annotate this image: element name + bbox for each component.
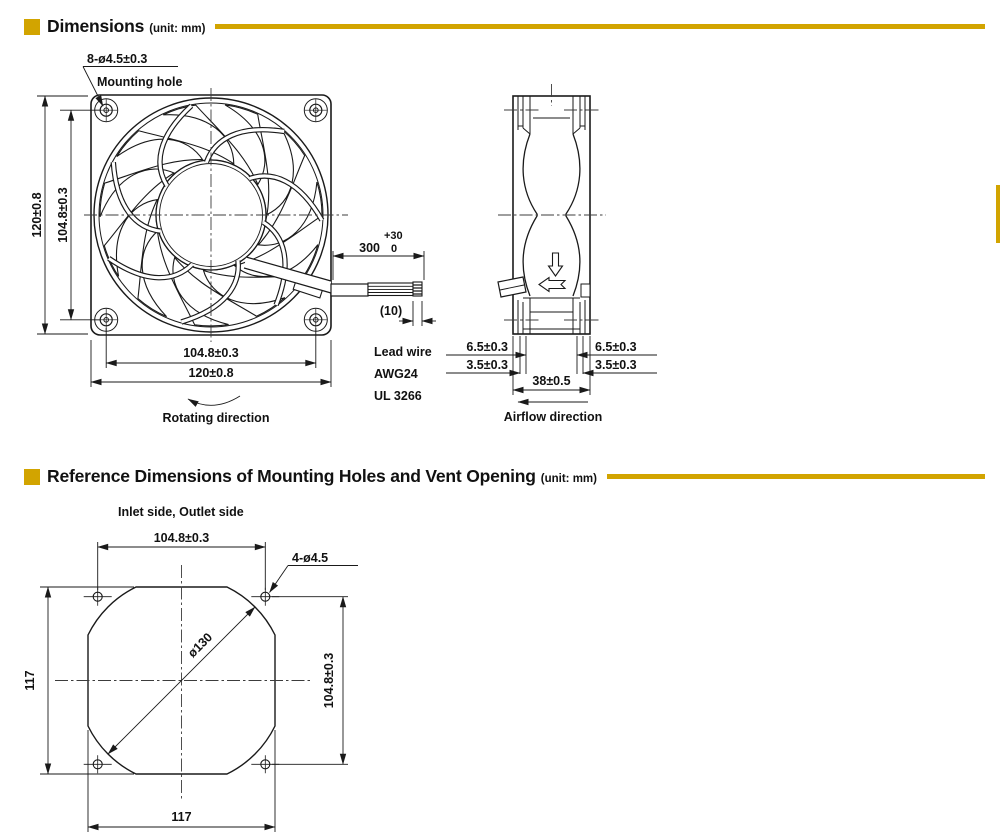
dim-flange-right-2: 3.5±0.3: [595, 358, 637, 372]
lead-wire-note-3: UL 3266: [374, 389, 422, 403]
dim-hole-callout: 8-ø4.5±0.3: [87, 52, 148, 66]
section-unit-label: (unit: mm): [540, 472, 597, 485]
lead-wire-external: [331, 282, 422, 296]
dim-width-outer: 120±0.8: [188, 366, 234, 380]
housing-tab: [581, 284, 590, 297]
dim-height-holes: 104.8±0.3: [56, 187, 70, 243]
rotating-direction-label: Rotating direction: [162, 411, 270, 425]
lead-wire-note-2: AWG24: [374, 367, 418, 381]
dim-depth: 38±0.5: [532, 374, 571, 388]
dim-wire-tol-lower: 0: [390, 243, 398, 255]
vent-opening-view: [23, 505, 358, 832]
fan-side-view: [498, 84, 606, 334]
dim-flange-left-1: 6.5±0.3: [466, 340, 508, 354]
sides-label: Inlet side, Outlet side: [118, 505, 244, 519]
lead-wire-dimensions: [333, 230, 436, 403]
dim-vent-height: 117: [23, 670, 37, 691]
dim-vent-hole-callout: 4-ø4.5: [292, 551, 329, 565]
dim-hole-pitch-right: 104.8±0.3: [322, 652, 336, 709]
dim-width-holes: 104.8±0.3: [183, 346, 239, 360]
dim-hole-pitch-top: 104.8±0.3: [153, 531, 210, 545]
section-unit-label: (unit: mm): [149, 22, 206, 35]
lead-wire-note-1: Lead wire: [374, 345, 432, 359]
airflow-direction-label: Airflow direction: [503, 410, 603, 424]
dim-flange-right-1: 6.5±0.3: [595, 340, 637, 354]
dim-vent-width: 117: [171, 810, 192, 824]
dim-wire-length: 300: [359, 241, 380, 255]
side-view-dimensions: [446, 336, 657, 424]
dim-flange-left-2: 3.5±0.3: [466, 358, 508, 372]
dim-height-outer: 120±0.8: [30, 192, 44, 238]
dim-wire-tol-upper: +30: [384, 230, 403, 242]
section-title: Reference Dimensions of Mounting Holes and Vent Opening: [47, 466, 536, 486]
dim-strip-length: (10): [379, 304, 403, 318]
section-title: Dimensions: [47, 16, 145, 36]
mounting-hole-label: Mounting hole: [97, 75, 183, 89]
fan-front-view: [84, 88, 348, 342]
dim-vent-diameter: ø130: [185, 630, 216, 661]
rotating-direction-arrow: [188, 396, 240, 405]
